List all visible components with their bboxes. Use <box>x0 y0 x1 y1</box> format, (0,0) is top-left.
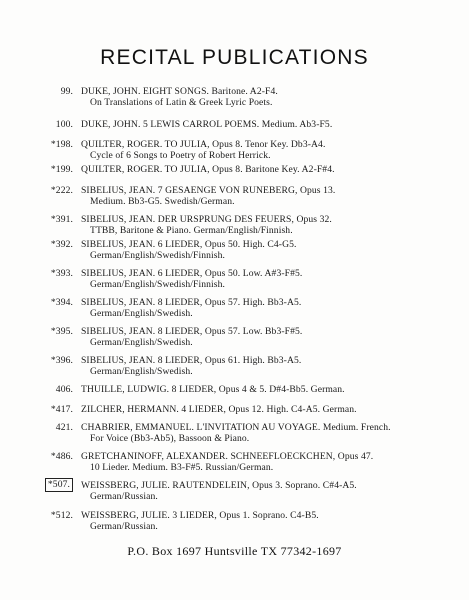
catalog-number: 99. <box>60 86 73 97</box>
catalog-number: *512. <box>50 510 73 521</box>
page-title: RECITAL PUBLICATIONS <box>100 46 369 69</box>
catalog-number-boxed: *507. <box>45 478 73 492</box>
catalog-number: 421. <box>55 422 73 433</box>
entry-detail-line: German/English/Swedish. <box>90 366 193 377</box>
catalog-number: *392. <box>50 239 73 250</box>
catalog-number: *486. <box>50 451 73 462</box>
catalog-number: 100. <box>55 119 73 130</box>
catalog-number: *222. <box>50 185 73 196</box>
entry-title-line: SIBELIUS, JEAN. 6 LIEDER, Opus 50. Low. A#3-F#5. <box>81 268 303 279</box>
entry-detail-line: 10 Lieder. Medium. B3-F#5. Russian/German. <box>90 462 274 473</box>
entry-detail-line: For Voice (Bb3-Ab5), Bassoon & Piano. <box>90 433 250 444</box>
entry-title-line: SIBELIUS, JEAN. 8 LIEDER, Opus 57. High. Bb3-A5. <box>81 297 302 308</box>
entry-title-line: SIBELIUS, JEAN. 7 GESAENGE VON RUNEBERG, Opus 13. <box>81 185 336 196</box>
entry-detail-line: Cycle of 6 Songs to Poetry of Robert Herrick. <box>90 150 271 161</box>
entry-title-line: SIBELIUS, JEAN. 6 LIEDER, Opus 50. High. C4-G5. <box>81 239 297 250</box>
entry-title-line: CHABRIER, EMMANUEL. L'INVITATION AU VOYAGE. Medium. French. <box>81 422 391 433</box>
entry-detail-line: TTBB, Baritone & Piano. German/English/Finnish. <box>90 225 293 236</box>
entry-title-line: GRETCHANINOFF, ALEXANDER. SCHNEEFLOECKCHEN, Opus 47. <box>81 451 374 462</box>
catalog-number: *395. <box>50 326 73 337</box>
entry-title-line: QUILTER, ROGER. TO JULIA, Opus 8. Baritone Key. A2-F#4. <box>81 164 335 175</box>
entry-title-line: QUILTER, ROGER. TO JULIA, Opus 8. Tenor Key. Db3-A4. <box>81 139 326 150</box>
entry-title-line: DUKE, JOHN. EIGHT SONGS. Baritone. A2-F4. <box>81 86 278 97</box>
catalog-number: *394. <box>50 297 73 308</box>
entry-title-line: SIBELIUS, JEAN. 8 LIEDER, Opus 57. Low. Bb3-F#5. <box>81 326 303 337</box>
entry-title-line: SIBELIUS, JEAN. 8 LIEDER, Opus 61. High. Bb3-A5. <box>81 355 302 366</box>
catalog-number: *391. <box>50 214 73 225</box>
entry-detail-line: On Translations of Latin & Greek Lyric Poets. <box>90 97 273 108</box>
entry-title-line: WEISSBERG, JULIE. RAUTENDELEIN, Opus 3. Soprano. C#4-A5. <box>81 480 357 491</box>
entry-title-line: ZILCHER, HERMANN. 4 LIEDER, Opus 12. High. C4-A5. German. <box>81 404 357 415</box>
entry-title-line: SIBELIUS, JEAN. DER URSPRUNG DES FEUERS, Opus 32. <box>81 214 332 225</box>
catalog-number: *396. <box>50 355 73 366</box>
entry-detail-line: German/English/Swedish. <box>90 308 193 319</box>
catalog-number: *198. <box>50 139 73 150</box>
entry-title-line: WEISSBERG, JULIE. 3 LIEDER, Opus 1. Soprano. C4-B5. <box>81 510 319 521</box>
catalog-number: 406. <box>55 384 73 395</box>
entry-detail-line: German/Russian. <box>90 491 158 502</box>
entry-title-line: THUILLE, LUDWIG. 8 LIEDER, Opus 4 & 5. D#4-Bb5. German. <box>81 384 345 395</box>
entry-detail-line: German/Russian. <box>90 521 158 532</box>
catalog-number: *393. <box>50 268 73 279</box>
catalog-number: *199. <box>50 164 73 175</box>
entry-detail-line: German/English/Swedish/Finnish. <box>90 279 226 290</box>
address-footer: P.O. Box 1697 Huntsville TX 77342-1697 <box>127 544 342 558</box>
entry-detail-line: German/English/Swedish/Finnish. <box>90 250 226 261</box>
catalog-number: *417. <box>50 404 73 415</box>
entry-detail-line: German/English/Swedish. <box>90 337 193 348</box>
entry-detail-line: Medium. Bb3-G5. Swedish/German. <box>90 196 235 207</box>
entry-title-line: DUKE, JOHN. 5 LEWIS CARROL POEMS. Medium. Ab3-F5. <box>81 119 333 130</box>
